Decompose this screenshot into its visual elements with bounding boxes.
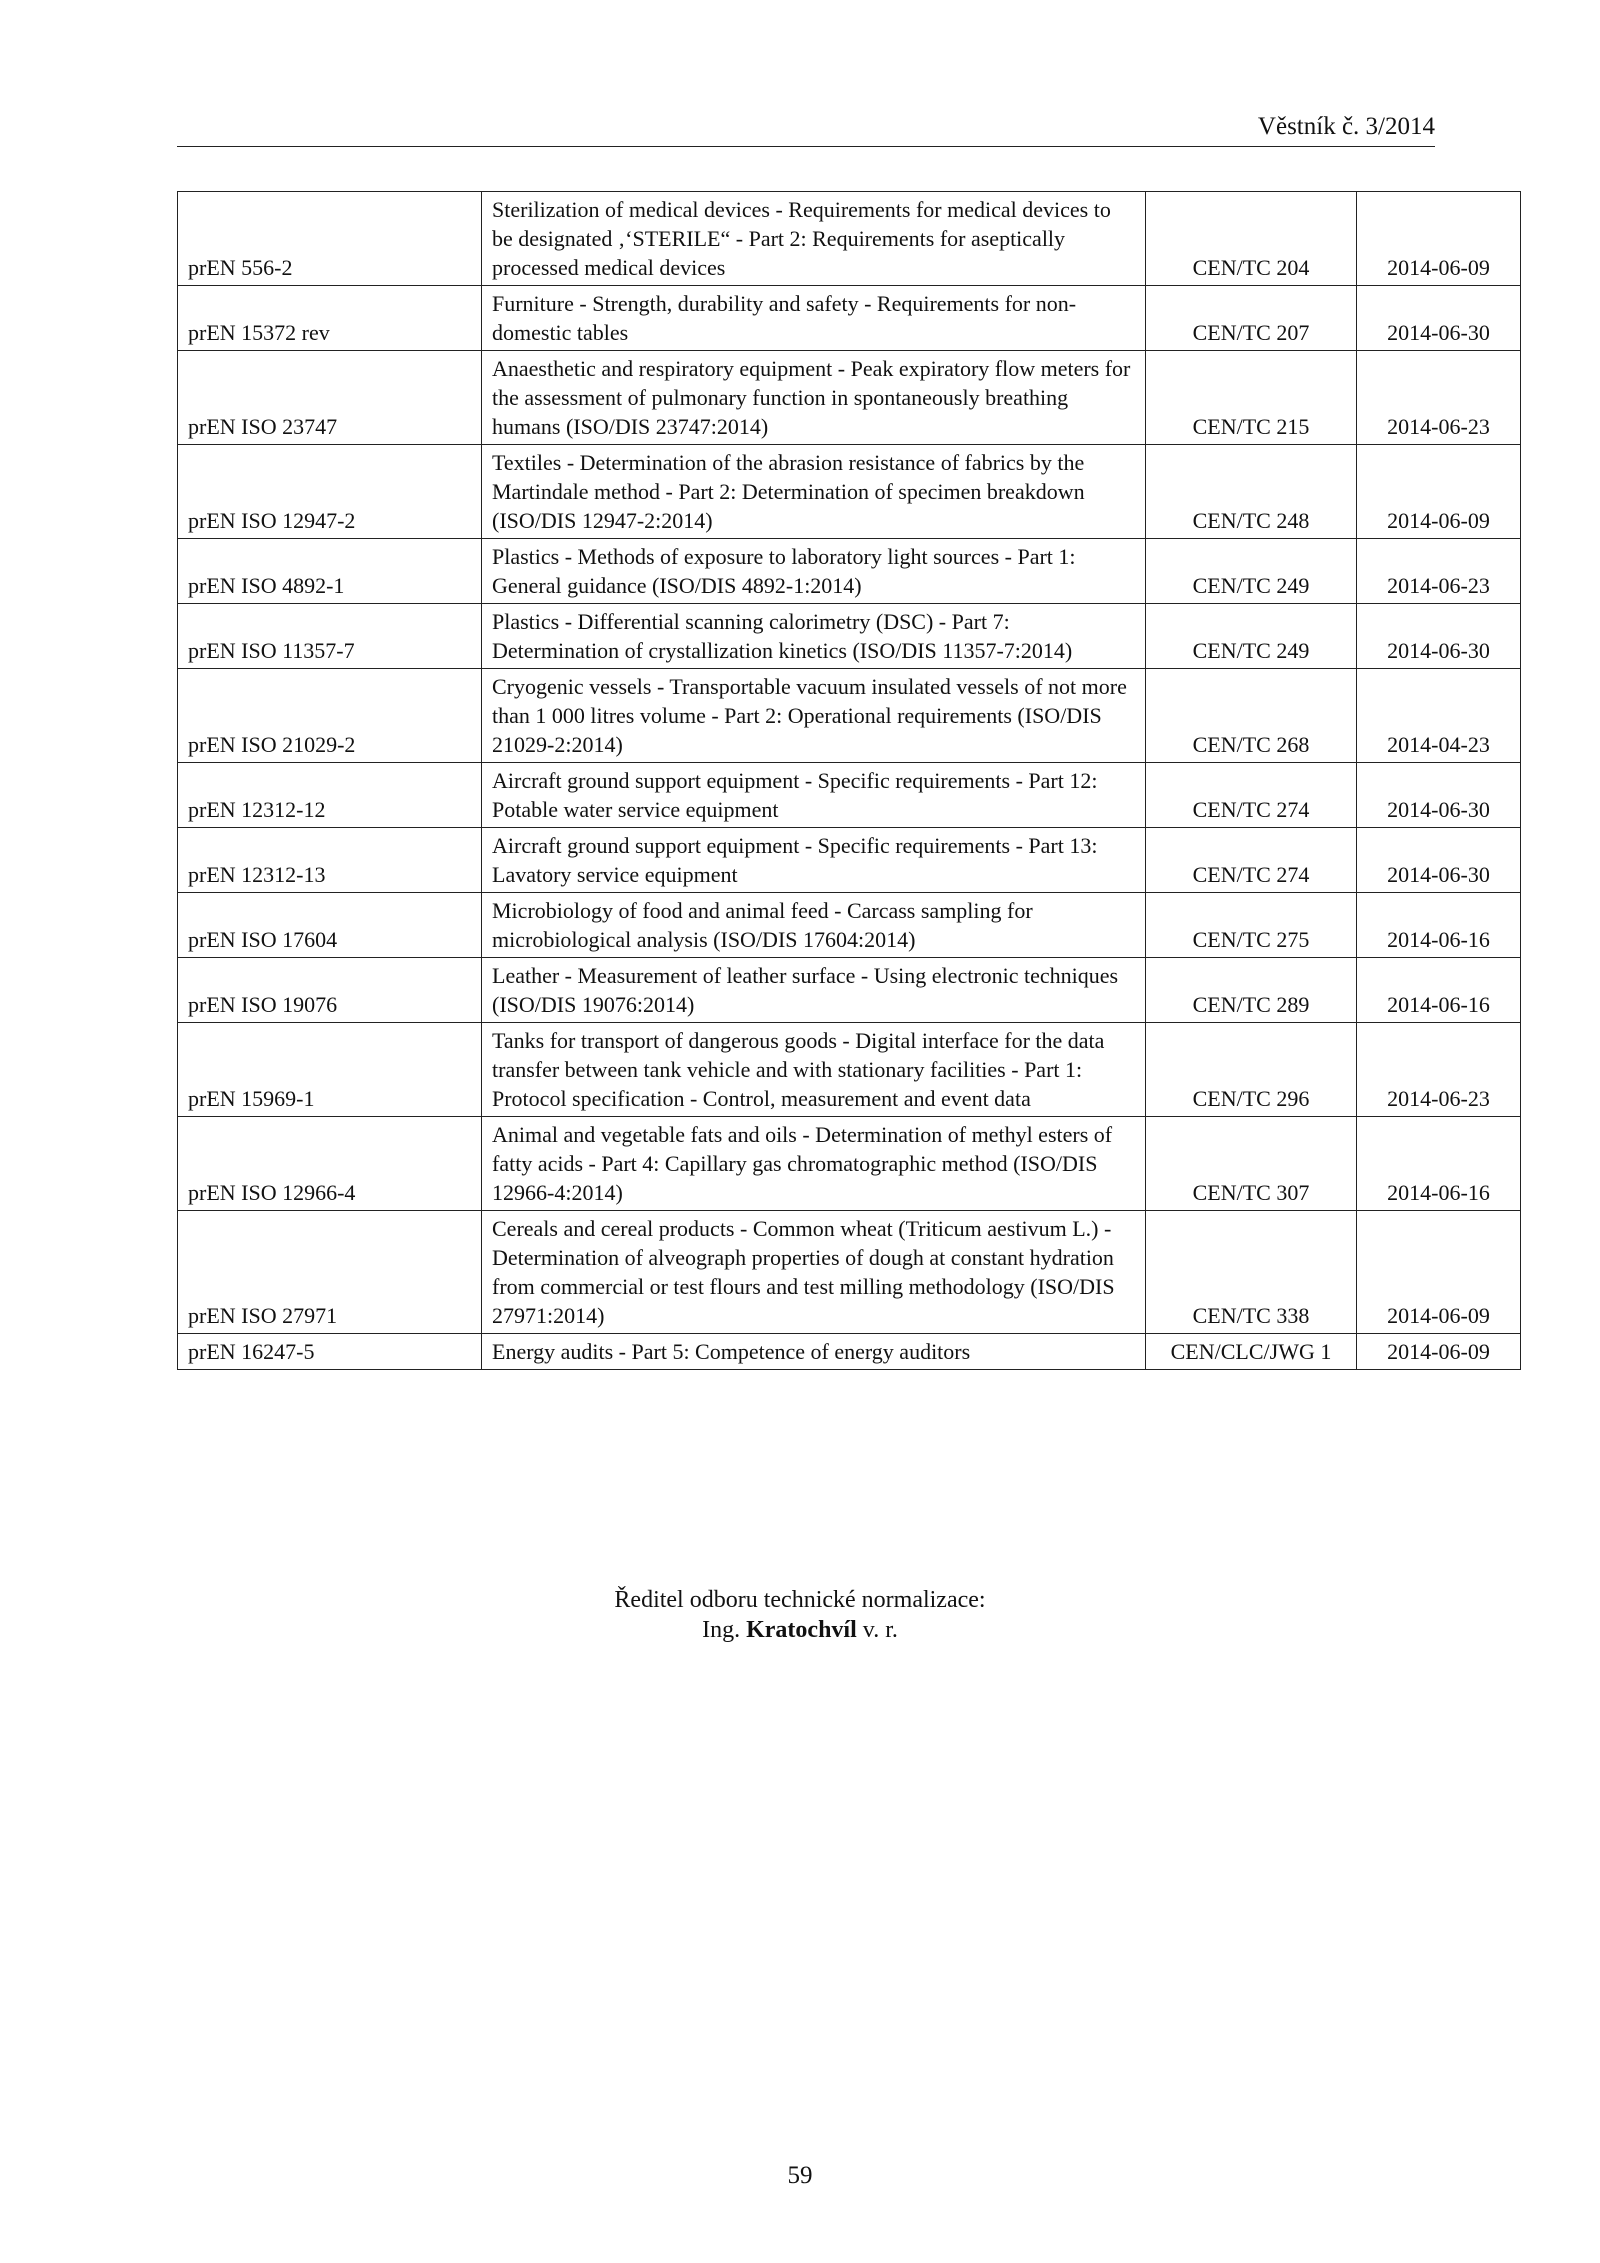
comment-deadline: 2014-06-09 (1357, 192, 1521, 286)
comment-deadline: 2014-06-30 (1357, 828, 1521, 893)
technical-committee: CEN/TC 307 (1146, 1117, 1357, 1211)
standard-title: Cereals and cereal products - Common wheat (Triticum aestivum L.) - Determination of alveograph properties of dough at constant hydration from commercial or test flours and test milling methodology (ISO/DIS 27971:2014) (482, 1211, 1146, 1334)
table-row (178, 1117, 1521, 1211)
table-row (178, 286, 1521, 351)
page-header (177, 108, 1435, 147)
standard-title: Leather - Measurement of leather surface - Using electronic techniques (ISO/DIS 19076:2014) (482, 958, 1146, 1023)
standard-code: prEN ISO 23747 (178, 351, 482, 445)
technical-committee: CEN/TC 296 (1146, 1023, 1357, 1117)
standards-table-body (178, 192, 1521, 1370)
table-row (178, 669, 1521, 763)
signature-prefix: Ing. (702, 1617, 741, 1643)
comment-deadline: 2014-06-09 (1357, 445, 1521, 539)
table-row (178, 539, 1521, 604)
standard-code: prEN ISO 27971 (178, 1211, 482, 1334)
standard-code: prEN 556-2 (178, 192, 482, 286)
signature-suffix: v. r. (862, 1617, 898, 1643)
signature-role: Ředitel odboru technické normalizace: (614, 1587, 986, 1613)
table-row (178, 893, 1521, 958)
comment-deadline: 2014-06-09 (1357, 1334, 1521, 1370)
standard-title: Furniture - Strength, durability and safety - Requirements for non-domestic tables (482, 286, 1146, 351)
technical-committee: CEN/TC 274 (1146, 828, 1357, 893)
comment-deadline: 2014-06-30 (1357, 286, 1521, 351)
comment-deadline: 2014-06-30 (1357, 763, 1521, 828)
standard-title: Anaesthetic and respiratory equipment - Peak expiratory flow meters for the assessment of pulmonary function in spontaneously breathing humans (ISO/DIS 23747:2014) (482, 351, 1146, 445)
comment-deadline: 2014-06-23 (1357, 539, 1521, 604)
technical-committee: CEN/TC 249 (1146, 539, 1357, 604)
standard-code: prEN ISO 21029-2 (178, 669, 482, 763)
table-row (178, 604, 1521, 669)
technical-committee: CEN/TC 215 (1146, 351, 1357, 445)
standard-code: prEN 15969-1 (178, 1023, 482, 1117)
standard-title: Animal and vegetable fats and oils - Determination of methyl esters of fatty acids - Part 4: Capillary gas chromatographic method (ISO/DIS 12966-4:2014) (482, 1117, 1146, 1211)
comment-deadline: 2014-06-23 (1357, 1023, 1521, 1117)
standard-code: prEN ISO 12947-2 (178, 445, 482, 539)
standard-title: Plastics - Differential scanning calorimetry (DSC) - Part 7: Determination of crystallization kinetics (ISO/DIS 11357-7:2014) (482, 604, 1146, 669)
standard-title: Tanks for transport of dangerous goods - Digital interface for the data transfer between tank vehicle and with stationary facilities - Part 1: Protocol specification - Control, measurement and event data (482, 1023, 1146, 1117)
technical-committee: CEN/TC 274 (1146, 763, 1357, 828)
standard-title: Textiles - Determination of the abrasion resistance of fabrics by the Martindale method - Part 2: Determination of specimen breakdown (ISO/DIS 12947-2:2014) (482, 445, 1146, 539)
standard-title: Cryogenic vessels - Transportable vacuum insulated vessels of not more than 1 000 litres volume - Part 2: Operational requirements (ISO/DIS 21029-2:2014) (482, 669, 1146, 763)
standard-code: prEN ISO 17604 (178, 893, 482, 958)
table-row (178, 351, 1521, 445)
table-row (178, 192, 1521, 286)
page-number: 59 (787, 2162, 813, 2189)
table-row (178, 1023, 1521, 1117)
standard-code: prEN ISO 11357-7 (178, 604, 482, 669)
standards-table (177, 191, 1521, 1370)
signature-block (0, 1585, 1600, 1645)
comment-deadline: 2014-06-23 (1357, 351, 1521, 445)
standard-title: Microbiology of food and animal feed - Carcass sampling for microbiological analysis (ISO/DIS 17604:2014) (482, 893, 1146, 958)
technical-committee: CEN/TC 248 (1146, 445, 1357, 539)
table-row (178, 763, 1521, 828)
comment-deadline: 2014-06-09 (1357, 1211, 1521, 1334)
technical-committee: CEN/TC 289 (1146, 958, 1357, 1023)
standard-code: prEN 16247-5 (178, 1334, 482, 1370)
technical-committee: CEN/TC 275 (1146, 893, 1357, 958)
standard-code: prEN ISO 4892-1 (178, 539, 482, 604)
comment-deadline: 2014-06-16 (1357, 958, 1521, 1023)
standard-title: Energy audits - Part 5: Competence of energy auditors (482, 1334, 1146, 1370)
table-row (178, 1334, 1521, 1370)
standard-code: prEN 12312-13 (178, 828, 482, 893)
standard-code: prEN ISO 19076 (178, 958, 482, 1023)
comment-deadline: 2014-06-16 (1357, 893, 1521, 958)
technical-committee: CEN/TC 207 (1146, 286, 1357, 351)
technical-committee: CEN/TC 249 (1146, 604, 1357, 669)
standard-code: prEN 12312-12 (178, 763, 482, 828)
standard-title: Plastics - Methods of exposure to laboratory light sources - Part 1: General guidance (ISO/DIS 4892-1:2014) (482, 539, 1146, 604)
table-row (178, 958, 1521, 1023)
technical-committee: CEN/TC 204 (1146, 192, 1357, 286)
standard-title: Aircraft ground support equipment - Specific requirements - Part 12: Potable water service equipment (482, 763, 1146, 828)
standard-title: Sterilization of medical devices - Requirements for medical devices to be designated ‚‘STERILE“ - Part 2: Requirements for aseptically processed medical devices (482, 192, 1146, 286)
signature-person (0, 1615, 1600, 1645)
journal-issue: Věstník č. 3/2014 (1257, 113, 1435, 140)
signature-name: Kratochvíl (746, 1617, 857, 1643)
standard-code: prEN ISO 12966-4 (178, 1117, 482, 1211)
standard-code: prEN 15372 rev (178, 286, 482, 351)
table-row (178, 445, 1521, 539)
table-row (178, 828, 1521, 893)
technical-committee: CEN/TC 268 (1146, 669, 1357, 763)
technical-committee: CEN/TC 338 (1146, 1211, 1357, 1334)
standard-title: Aircraft ground support equipment - Specific requirements - Part 13: Lavatory service equipment (482, 828, 1146, 893)
comment-deadline: 2014-04-23 (1357, 669, 1521, 763)
comment-deadline: 2014-06-16 (1357, 1117, 1521, 1211)
technical-committee: CEN/CLC/JWG 1 (1146, 1334, 1357, 1370)
table-row (178, 1211, 1521, 1334)
comment-deadline: 2014-06-30 (1357, 604, 1521, 669)
